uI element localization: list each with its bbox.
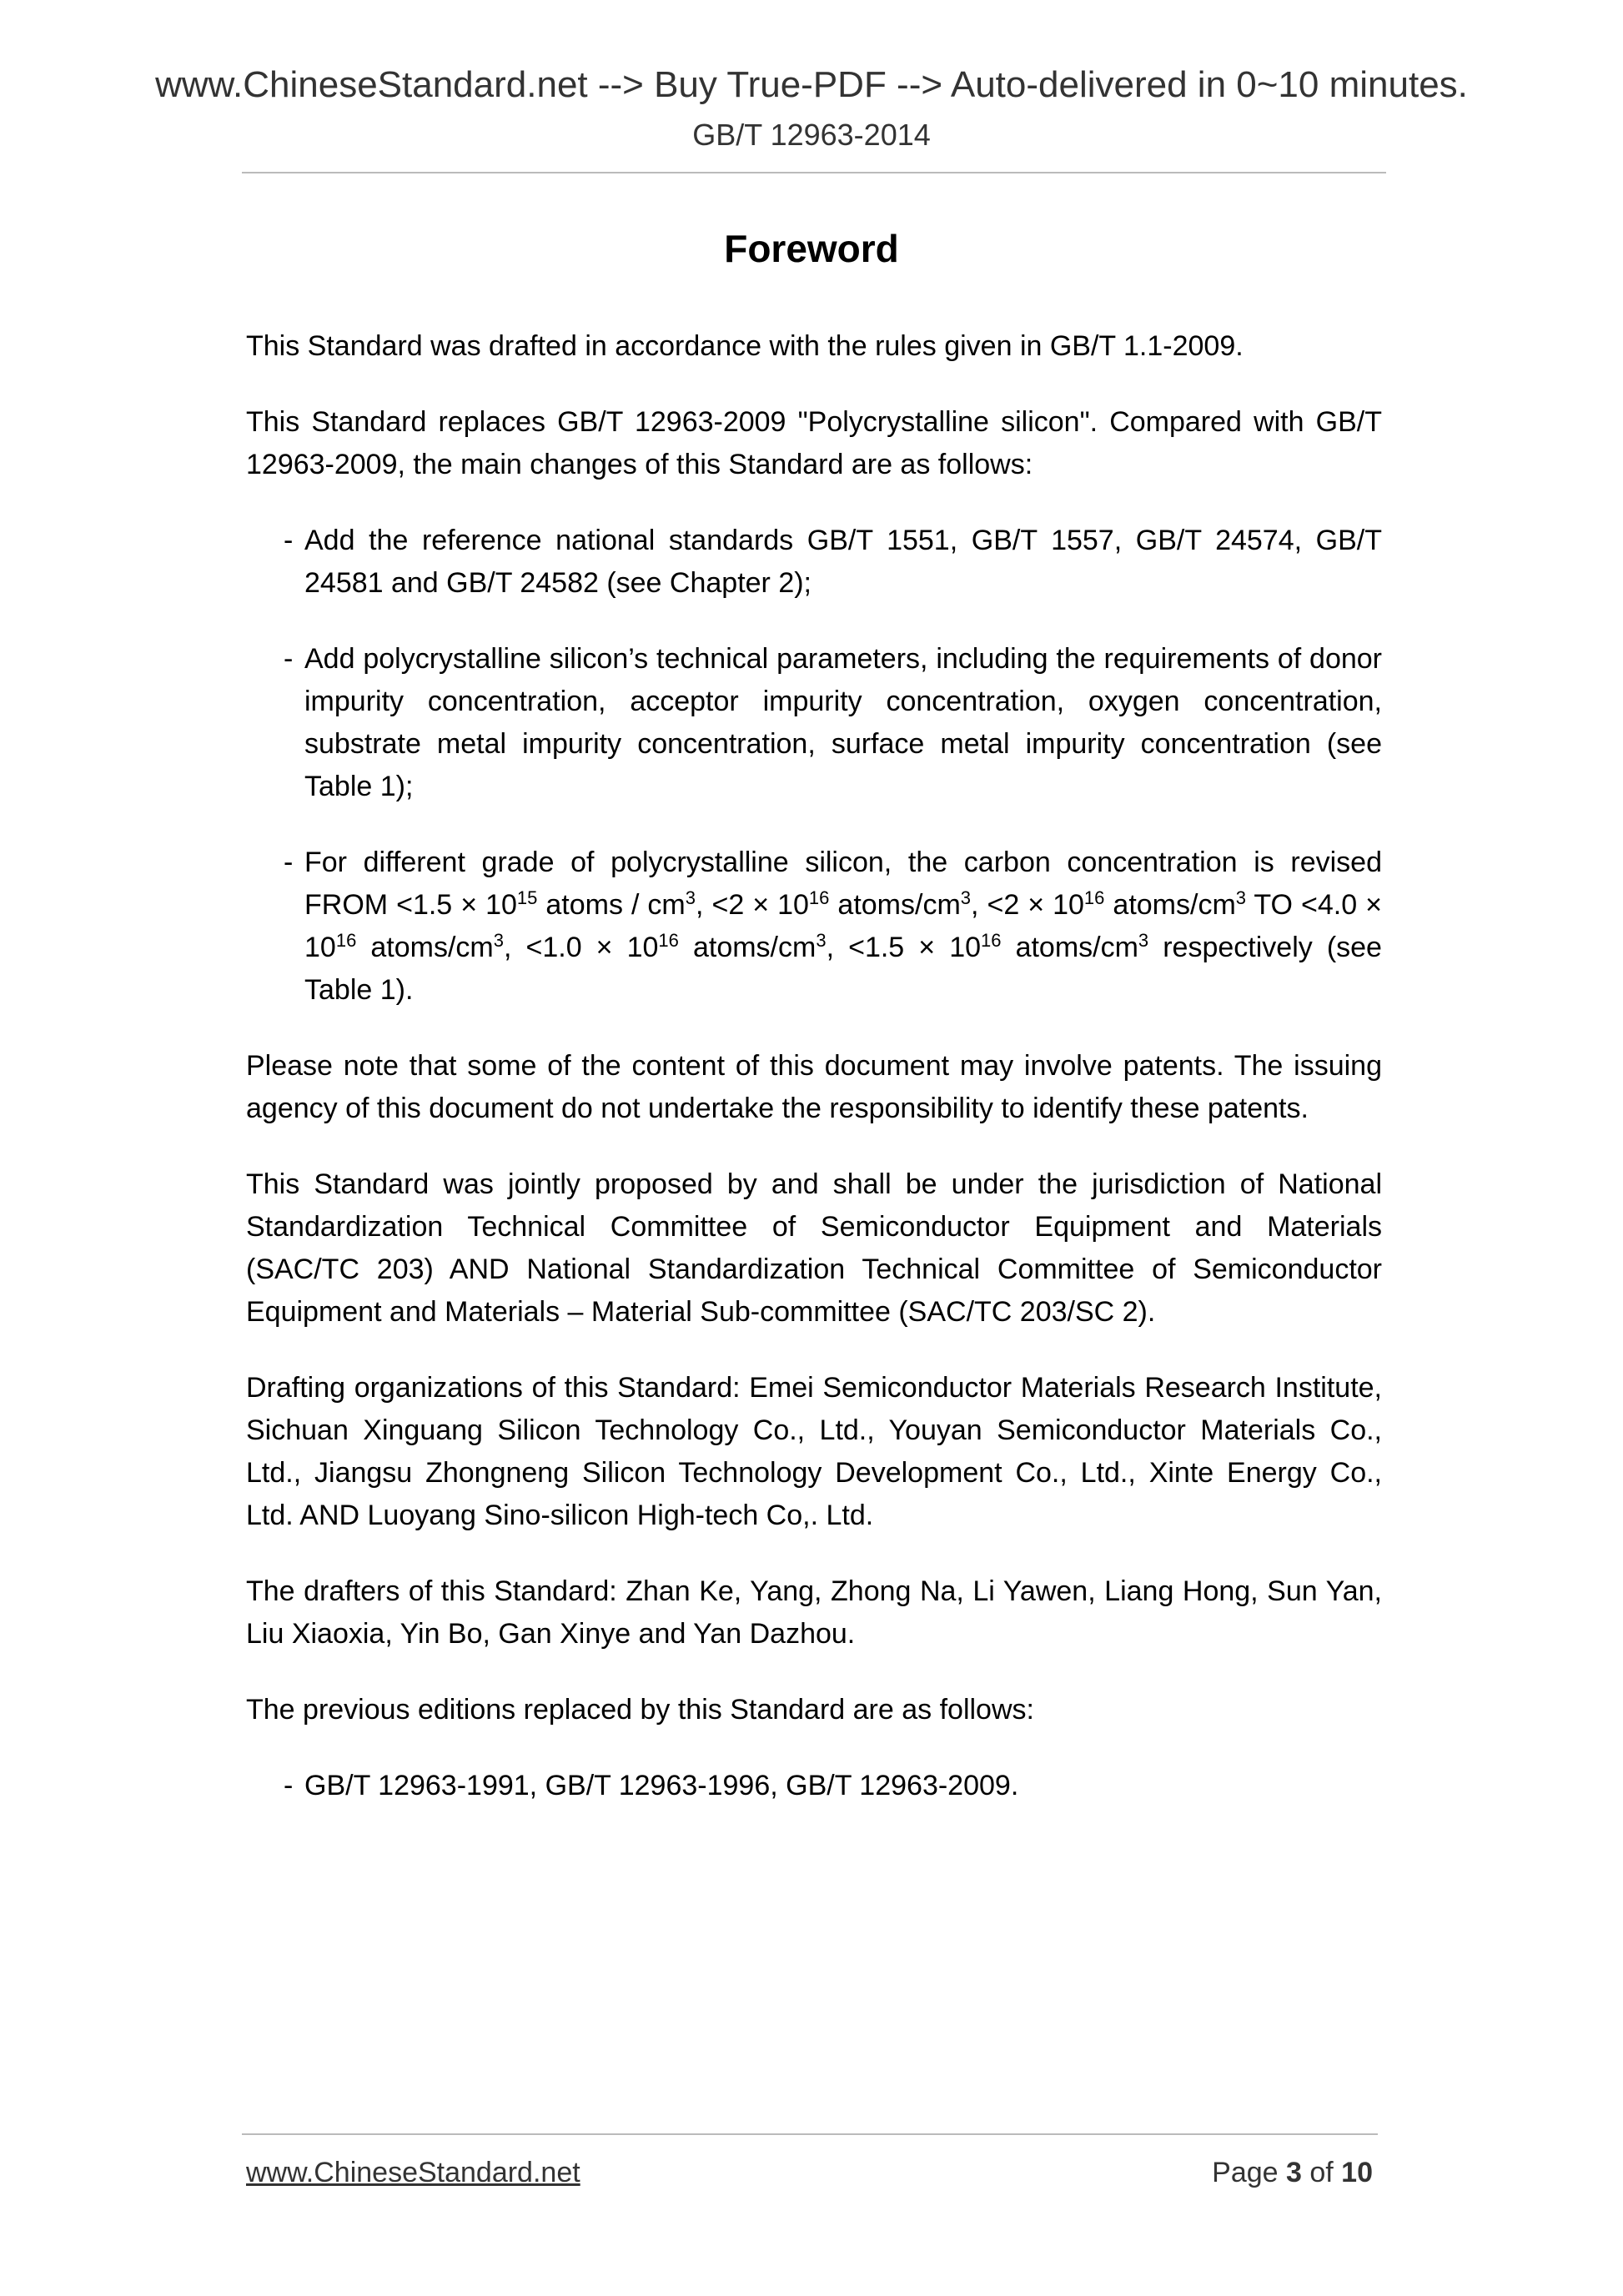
- change-item-parameters: [246, 638, 1382, 808]
- exponent: 3: [685, 887, 696, 908]
- carbon-text: , <2 × 10: [971, 889, 1084, 921]
- carbon-text: atoms/cm: [1001, 932, 1138, 963]
- exponent: 16: [1083, 887, 1105, 908]
- paragraph-drafting-organizations: Drafting organizations of this Standard: Emei Semiconductor Materials Research Institute, Sichuan Xinguang Silicon Technology Co., Ltd., Youyan Semiconductor Materials Co., Ltd., Jiangsu Zhongneng Silicon Technology Development Co., Ltd., Xinte Energy Co., Ltd. AND Luoyang Sino-silicon High-tech Co,. Ltd.: [246, 1372, 1382, 1531]
- exponent: 16: [335, 930, 357, 951]
- carbon-text: atoms/cm: [1104, 889, 1236, 921]
- carbon-text: respectively (see Table 1).: [304, 932, 1382, 1006]
- carbon-text: atoms/cm: [829, 889, 961, 921]
- carbon-text: TO <4.0 × 10: [304, 889, 1382, 963]
- exponent: 16: [808, 887, 830, 908]
- carbon-text: atoms/cm: [678, 932, 817, 963]
- exponent: 16: [981, 930, 1002, 951]
- change-item-references: [246, 520, 1382, 605]
- standard-code: GB/T 12963-2014: [692, 118, 931, 152]
- page-prefix: Page: [1212, 2157, 1286, 2188]
- exponent: 16: [658, 930, 679, 951]
- exponent: 15: [516, 887, 538, 908]
- page-current: 3: [1286, 2157, 1302, 2188]
- bullet-dash: -: [284, 1770, 294, 1801]
- page-total: 10: [1341, 2157, 1373, 2188]
- exponent: 3: [816, 930, 827, 951]
- header-divider: [242, 172, 1386, 173]
- previous-editions-item: [246, 1765, 1382, 1807]
- bullet-dash: -: [284, 847, 294, 878]
- page-title: Foreword: [724, 227, 899, 270]
- carbon-text: For different grade of polycrystalline silicon, the carbon concentration is revised FROM <1.5 × 10: [304, 847, 1382, 921]
- document-body: [246, 325, 1382, 1841]
- bullet-dash: -: [284, 643, 294, 675]
- page-indicator: [1212, 2158, 1373, 2187]
- carbon-text: atoms / cm: [537, 889, 686, 921]
- paragraph-patents: Please note that some of the content of this document may involve patents. The issuing agency of this document do not undertake the responsibility to identify these patents.: [246, 1050, 1382, 1124]
- exponent: 3: [1138, 930, 1149, 951]
- footer-divider: [242, 2133, 1378, 2135]
- paragraph-jurisdiction: This Standard was jointly proposed by and shall be under the jurisdiction of National Standardization Technical Committee of Semiconductor Equipment and Materials (SAC/TC 203) AND National Standardization Technical Committee of Semiconductor Equipment and Materials – Material Sub-committee (SAC/TC 203/SC 2).: [246, 1168, 1382, 1328]
- carbon-text: , <1.5 × 10: [826, 932, 982, 963]
- footer-site-link[interactable]: www.ChineseStandard.net: [246, 2157, 580, 2188]
- bullet-dash: -: [284, 525, 294, 556]
- page-of: of: [1301, 2157, 1342, 2188]
- paragraph-drafting-rules: This Standard was drafted in accordance with the rules given in GB/T 1.1-2009.: [246, 330, 1244, 362]
- exponent: 3: [960, 887, 972, 908]
- change-item-text: Add polycrystalline silicon’s technical parameters, including the requirements of donor impurity concentration, acceptor impurity concentration, oxygen concentration, substrate metal impurity concentration, surface metal impurity concentration (see Table 1);: [304, 643, 1382, 802]
- site-banner: www.ChineseStandard.net --> Buy True-PDF --> Auto-delivered in 0~10 minutes.: [155, 64, 1468, 105]
- paragraph-previous-editions: The previous editions replaced by this Standard are as follows:: [246, 1694, 1034, 1726]
- exponent: 3: [1235, 887, 1247, 908]
- carbon-text: , <1.0 × 10: [503, 932, 659, 963]
- change-item-text: Add the reference national standards GB/T 1551, GB/T 1557, GB/T 24574, GB/T 24581 and GB/T 24582 (see Chapter 2);: [304, 525, 1382, 599]
- paragraph-replacement: This Standard replaces GB/T 12963-2009 "Polycrystalline silicon". Compared with GB/T 12963-2009, the main changes of this Standard are as follows:: [246, 406, 1382, 480]
- paragraph-drafters: The drafters of this Standard: Zhan Ke, Yang, Zhong Na, Li Yawen, Liang Hong, Sun Yan, Liu Xiaoxia, Yin Bo, Gan Xinye and Yan Dazhou.: [246, 1575, 1382, 1650]
- carbon-text: , <2 × 10: [696, 889, 809, 921]
- change-item-carbon: [246, 842, 1382, 1012]
- carbon-text: atoms/cm: [356, 932, 494, 963]
- exponent: 3: [493, 930, 504, 951]
- previous-editions-list: GB/T 12963-1991, GB/T 12963-1996, GB/T 12963-2009.: [304, 1770, 1019, 1801]
